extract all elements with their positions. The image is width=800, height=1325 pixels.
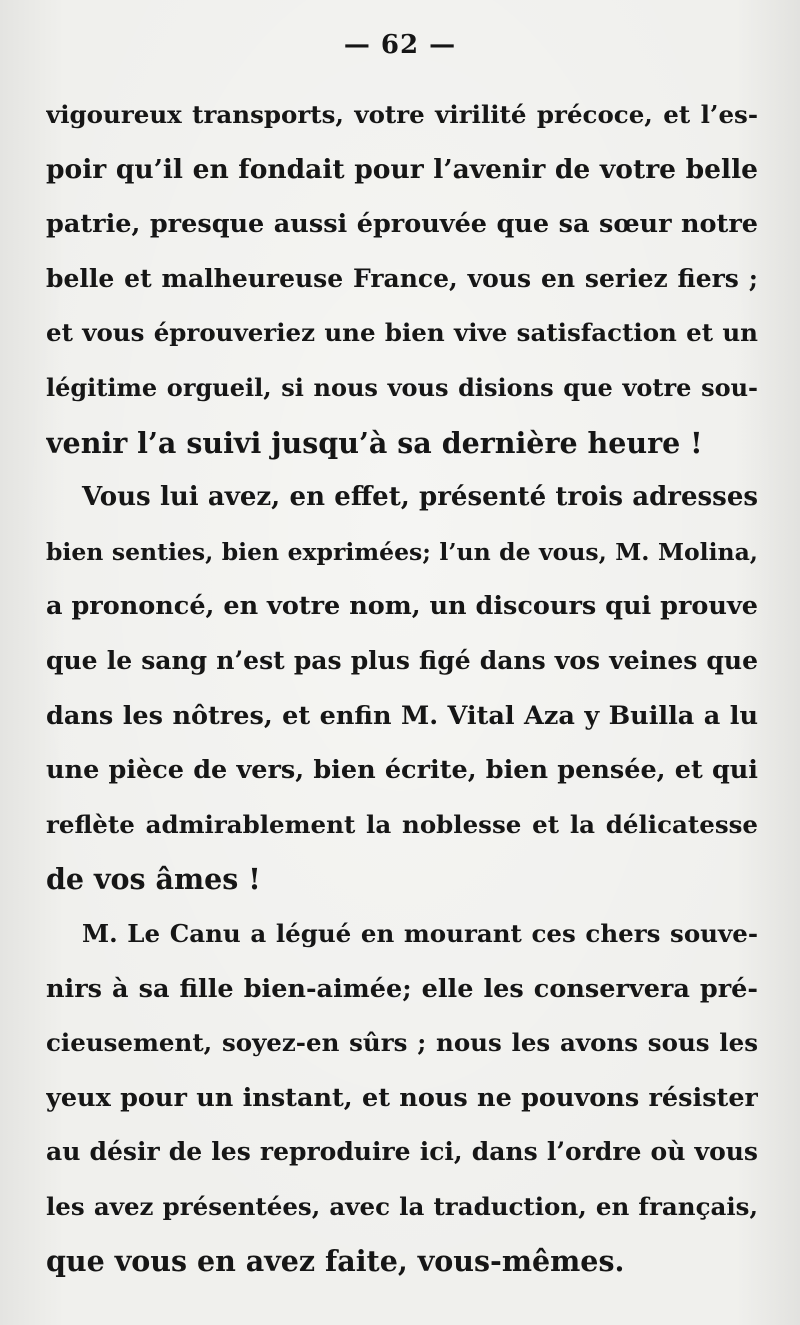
text-line: belle et malheureuse France, vous en seriez fiers ; xyxy=(46,263,758,293)
text-line: a prononcé, en votre nom, un discours qui prouve xyxy=(46,591,758,622)
text-line: yeux pour un instant, et nous ne pouvons résister xyxy=(46,1082,758,1113)
text-line: et vous éprouveriez une bien vive satisfaction et un xyxy=(46,318,758,348)
text-line: cieusement, soyez-en sûrs ; nous les avons sous les xyxy=(46,1028,758,1058)
text-line: les avez présentées, avec la traduction, en français, xyxy=(46,1191,758,1221)
text-line: au désir de les reproduire ici, dans l’ordre où vous xyxy=(46,1137,758,1167)
body-text xyxy=(46,88,758,1289)
page-number: — 62 — xyxy=(343,30,457,60)
text-line: que le sang n’est pas plus figé dans vos veines que xyxy=(46,645,758,675)
text-line: patrie, presque aussi éprouvée que sa sœur notre xyxy=(46,209,758,240)
text-line: légitime orgueil, si nous vous disions que votre sou- xyxy=(46,372,758,402)
text-line: M. Le Canu a légué en mourant ces chers souve- xyxy=(82,918,758,948)
text-line: une pièce de vers, bien écrite, bien pensée, et qui xyxy=(46,755,758,786)
text-line: Vous lui avez, en effet, présenté trois adresses xyxy=(82,482,758,513)
text-line: vigoureux transports, votre virilité précoce, et l’es- xyxy=(46,100,758,129)
text-line: bien senties, bien exprimées; l’un de vous, M. Molina, xyxy=(46,537,758,566)
text-line: dans les nôtres, et enfin M. Vital Aza y Builla a lu xyxy=(46,700,758,731)
text-line: poir qu’il en fondait pour l’avenir de votre belle xyxy=(46,153,758,185)
text-line: venir l’a suivi jusqu’à sa dernière heure ! xyxy=(46,425,703,460)
text-line: que vous en avez faite, vous-mêmes. xyxy=(46,1244,625,1279)
text-line: reflète admirablement la noblesse et la délicatesse xyxy=(46,809,758,839)
text-line: de vos âmes ! xyxy=(46,862,261,897)
text-line: nirs à sa fille bien-aimée; elle les conservera pré- xyxy=(46,973,758,1004)
